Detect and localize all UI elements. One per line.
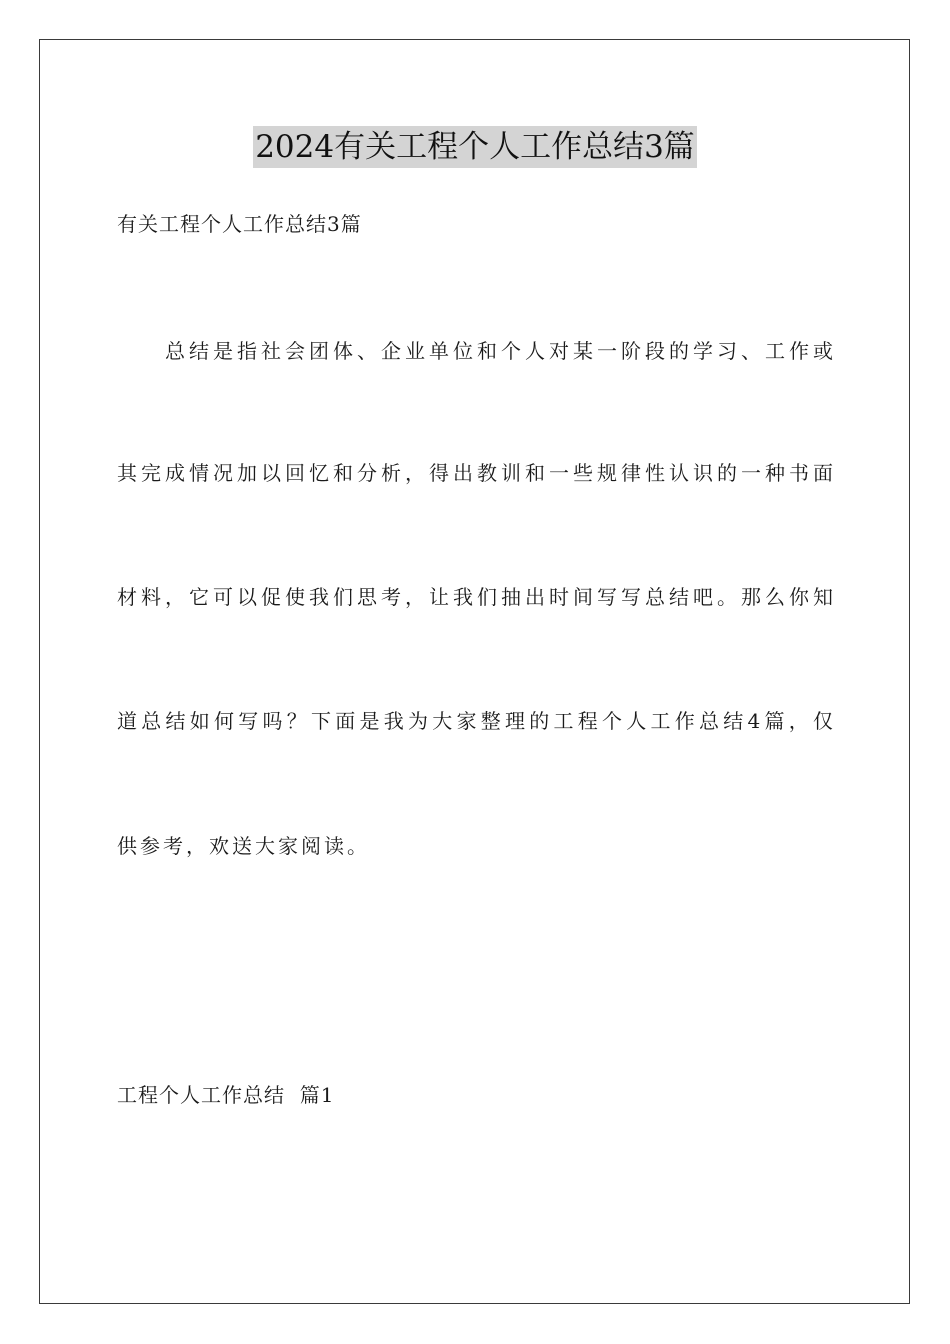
document-title: 2024有关工程个人工作总结3篇 — [253, 126, 697, 168]
intro-line-3: 材料，它可以促使我们思考，让我们抽出时间写写总结吧。那么你知 — [117, 585, 833, 609]
document-subtitle: 有关工程个人工作总结3篇 — [117, 212, 362, 236]
title-container — [0, 126, 950, 168]
intro-line-2: 其完成情况加以回忆和分析，得出教训和一些规律性认识的一种书面 — [117, 461, 833, 485]
intro-line-1: 总结是指社会团体、企业单位和个人对某一阶段的学习、工作或 — [165, 339, 833, 363]
intro-line-5: 供参考，欢送大家阅读。 — [117, 834, 370, 858]
intro-line-4: 道总结如何写吗？下面是我为大家整理的工程个人工作总结4篇，仅 — [117, 709, 833, 733]
section-heading: 工程个人工作总结 篇1 — [117, 1083, 335, 1107]
